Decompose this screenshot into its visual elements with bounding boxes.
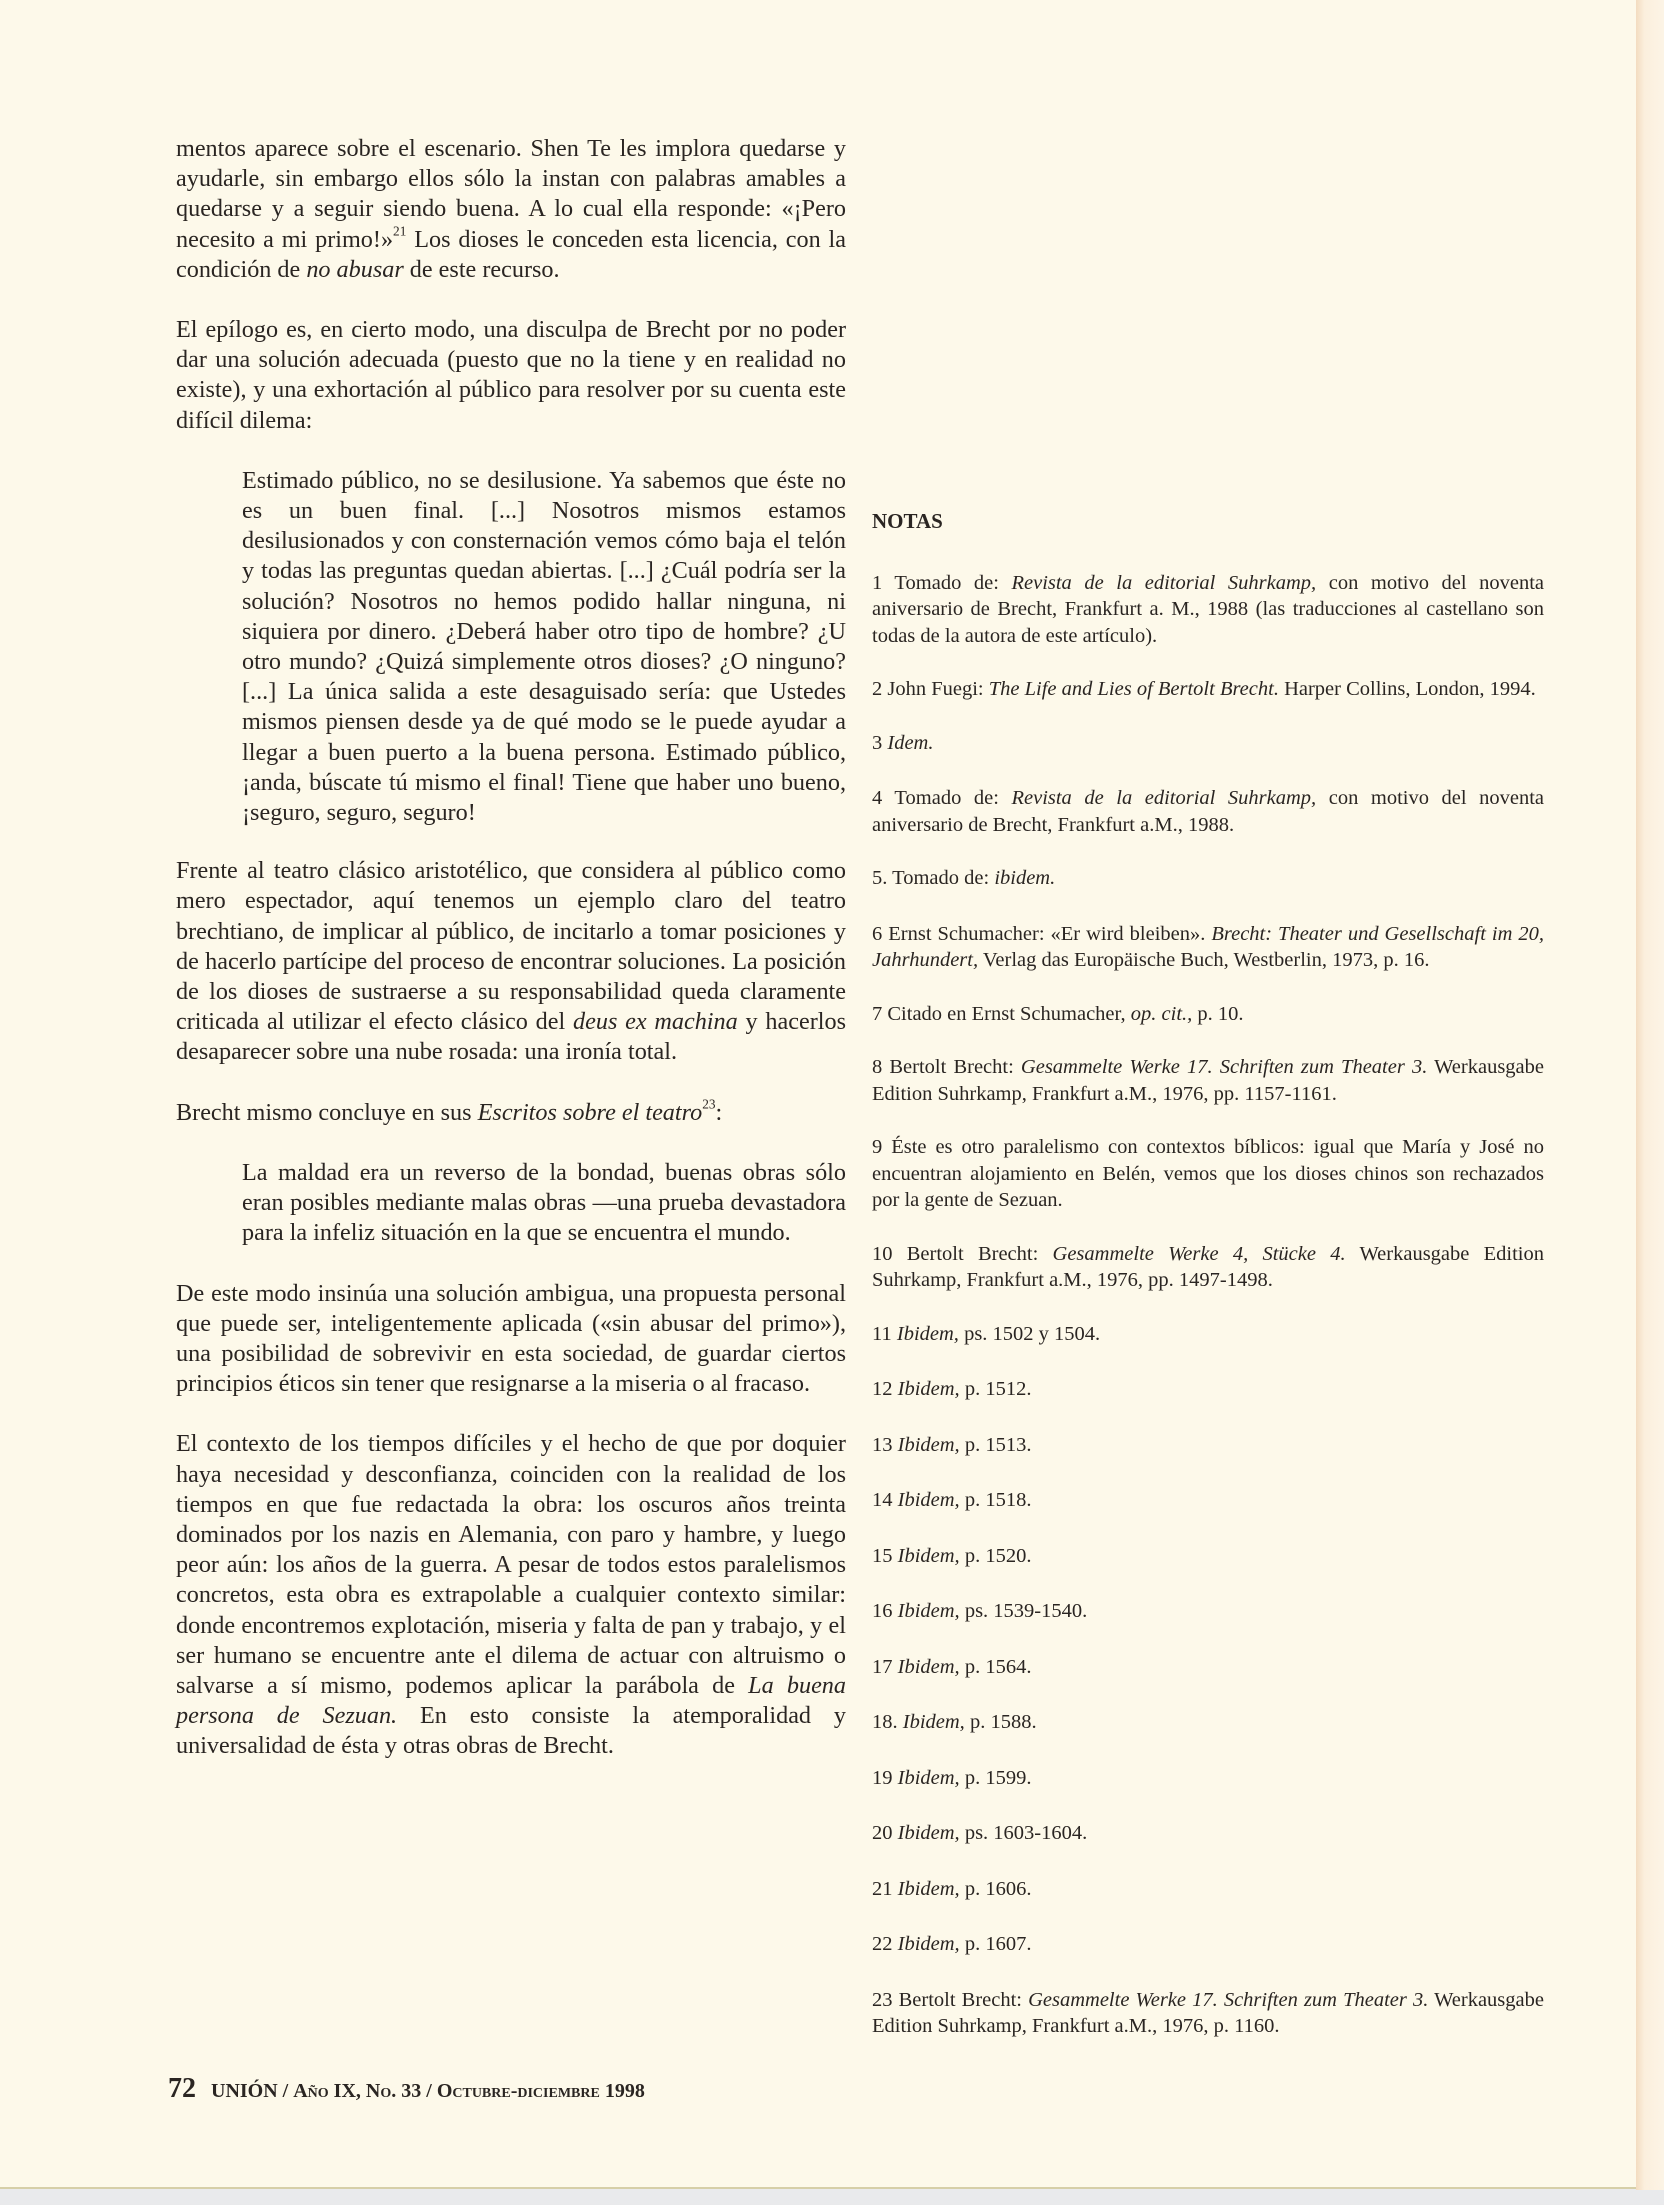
note-item: 9 Éste es otro paralelismo con contextos bíblicos: igual que María y José no encuentran alojamiento en Belén, vemos que los dioses chinos son rechazados por la gente de Sezuan. — [872, 1136, 1544, 1211]
page-footer: 72 UNIÓN / Año IX, No. 33 / Octubre-diciembre 1998 — [168, 2073, 645, 2104]
article-paragraph-1: mentos aparece sobre el escenario. Shen Te les implora quedarse y ayudarle, sin embargo ellos sólo la instan con palabras amables a quedarse y a seguir siendo buena. A lo cual ella responde: «¡Pero necesito a mi primo!»$^{21}$ Los dioses le conceden esta licencia, con la condición de no abusar de este recurso. — [176, 135, 847, 283]
note-item: 18. Ibidem, p. 1588. — [872, 1711, 1037, 1733]
footnote-ref-21: 21 — [393, 223, 407, 239]
note-item: 5. Tomado de: ibidem. — [872, 867, 1056, 889]
note-item: 7 Citado en Ernst Schumacher, op. cit., p. 10. — [872, 1002, 1244, 1025]
note-item: 15 Ibidem, p. 1520. — [872, 1544, 1032, 1567]
issue-label: Año IX, No. 33 — [293, 2080, 422, 2102]
note-item: 1 Tomado de: Revista de la editorial Suhrkamp, con motivo del noventa aniversario de Brecht, Frankfurt a. M., 1988 (las traducciones al castellano son todas de la autora de este artículo). — [872, 571, 1544, 647]
note-item: 16 Ibidem, ps. 1539-1540. — [872, 1600, 1088, 1622]
block-quote-epilogue: Estimado público, no se desilusione. Ya sabemos que éste no es un buen final. [...] Nosotros mismos estamos desilusionados y con consternación vemos cómo baja el telón y todas las preguntas quedan abiertas. [...] ¿Cuál podría ser la solución? Nosotros no hemos podido hallar ninguna, ni siquiera por dinero. ¿Deberá haber otro tipo de hombre? ¿U otro mundo? ¿Quizá simplemente otros dioses? ¿O ninguno? [...] La única salida a este desaguisado sería: que Ustedes mismos piensen desde ya de qué modo se le puede ayudar a llegar a buen puerto a la buena persona. Estimado público, ¡anda, búscate tú mismo el final! Tiene que haber uno bueno, ¡seguro, seguro, seguro! — [242, 466, 846, 827]
note-item: 17 Ibidem, p. 1564. — [872, 1655, 1032, 1678]
note-item: 19 Ibidem, p. 1599. — [872, 1766, 1032, 1789]
article-paragraph-6: El contexto de los tiempos difíciles y el hecho de que por doquier haya necesidad y desconfianza, coinciden con la realidad de los tiempos en que fue redactada la obra: los oscuros años treinta dominados por los nazis en Alemania, con paro y hambre, y luego peor aún: los años de la guerra. A pesar de todos estos paralelismos concretos, esta obra es extrapolable a cualquier contexto similar: donde encontremos explotación, miseria y falta de pan y trabajo, y el ser humano se encuentre ante el dilema de actuar con altruismo o salvarse a sí mismo, podemos aplicar la parábola de La buena persona de Sezuan. En esto consiste la atemporalidad y universalidad de ésta y otras obras de Brecht. — [176, 1430, 846, 1760]
notes-list — [872, 570, 1544, 2040]
note-item: 2 John Fuegi: The Life and Lies of Bertolt Brecht. Harper Collins, London, 1994. — [872, 678, 1536, 700]
note-item: 14 Ibidem, p. 1518. — [872, 1489, 1032, 1511]
page-number: 72 — [168, 2073, 196, 2104]
note-item: 22 Ibidem, p. 1607. — [872, 1933, 1032, 1955]
note-item: 21 Ibidem, p. 1606. — [872, 1877, 1032, 1900]
footnote-ref-23: 23 — [702, 1096, 716, 1112]
note-item: 12 Ibidem, p. 1512. — [872, 1378, 1032, 1400]
note-item: 4 Tomado de: Revista de la editorial Suhrkamp, con motivo del noventa aniversario de Brecht, Frankfurt a.M., 1988. — [872, 787, 1544, 836]
article-paragraph-5: De este modo insinúa una solución ambigua, una propuesta personal que puede ser, inteligentemente aplicada («sin abusar del primo»), una posibilidad de sobrevivir en esta sociedad, de guardar ciertos principios éticos sin tener que resignarse a la miseria o al fracaso. — [176, 1279, 846, 1398]
article-paragraph-3: Frente al teatro clásico aristotélico, que considera al público como mero espectador, aquí tenemos un ejemplo claro del teatro brechtiano, de implicar al público, de incitarlo a tomar posiciones y de hacerlo partícipe del proceso de encontrar soluciones. La posición de los dioses de sustraerse a su responsabilidad queda claramente criticada al utilizar el efecto clásico del deus ex machina y hacerlos desaparecer sobre una nube rosada: una ironía total. — [176, 857, 846, 1066]
note-item: 23 Bertolt Brecht: Gesammelte Werke 17. Schriften zum Theater 3. Werkausgabe Edition Suhrkamp, Frankfurt a.M., 1976, p. 1160. — [872, 1988, 1544, 2037]
adjacent-page-edge — [1636, 0, 1664, 2190]
note-item: 6 Ernst Schumacher: «Er wird bleiben». Brecht: Theater und Gesellschaft im 20, Jahrhundert, Verlag das Europäische Buch, Westberlin, 1973, p. 16. — [872, 922, 1544, 971]
block-quote-escritos: La maldad era un reverso de la bondad, buenas obras sólo eran posibles mediante malas obras —una prueba devastadora para la infeliz situación en la que se encuentra el mundo. — [242, 1158, 846, 1247]
notes-column — [872, 508, 1544, 2067]
note-item: 20 Ibidem, ps. 1603-1604. — [872, 1822, 1088, 1844]
issue-date: Octubre-diciembre 1998 — [436, 2080, 645, 2102]
article-paragraph-2: El epílogo es, en cierto modo, una disculpa de Brecht por no poder dar una solución adecuada (puesto que no la tiene y en realidad no existe), y una exhortación al público para resolver por su cuenta este difícil dilema: — [176, 316, 846, 434]
journal-name: UNIÓN — [211, 2080, 278, 2102]
notes-heading: NOTAS — [872, 509, 943, 533]
note-item: 11 Ibidem, ps. 1502 y 1504. — [872, 1322, 1101, 1345]
note-item: 10 Bertolt Brecht: Gesammelte Werke 4, Stücke 4. Werkausgabe Edition Suhrkamp, Frankfurt a.M., 1976, pp. 1497-1498. — [872, 1242, 1544, 1291]
article-body-column — [176, 134, 846, 1792]
article-paragraph-4: Brecht mismo concluye en sus Escritos sobre el teatro$^{23}$: — [176, 1096, 723, 1126]
note-item: 13 Ibidem, p. 1513. — [872, 1433, 1032, 1456]
note-item: 8 Bertolt Brecht: Gesammelte Werke 17. Schriften zum Theater 3. Werkausgabe Edition Suhrkamp, Frankfurt a.M., 1976, pp. 1157-1161. — [872, 1056, 1544, 1105]
note-item: 3 Idem. — [872, 731, 934, 754]
